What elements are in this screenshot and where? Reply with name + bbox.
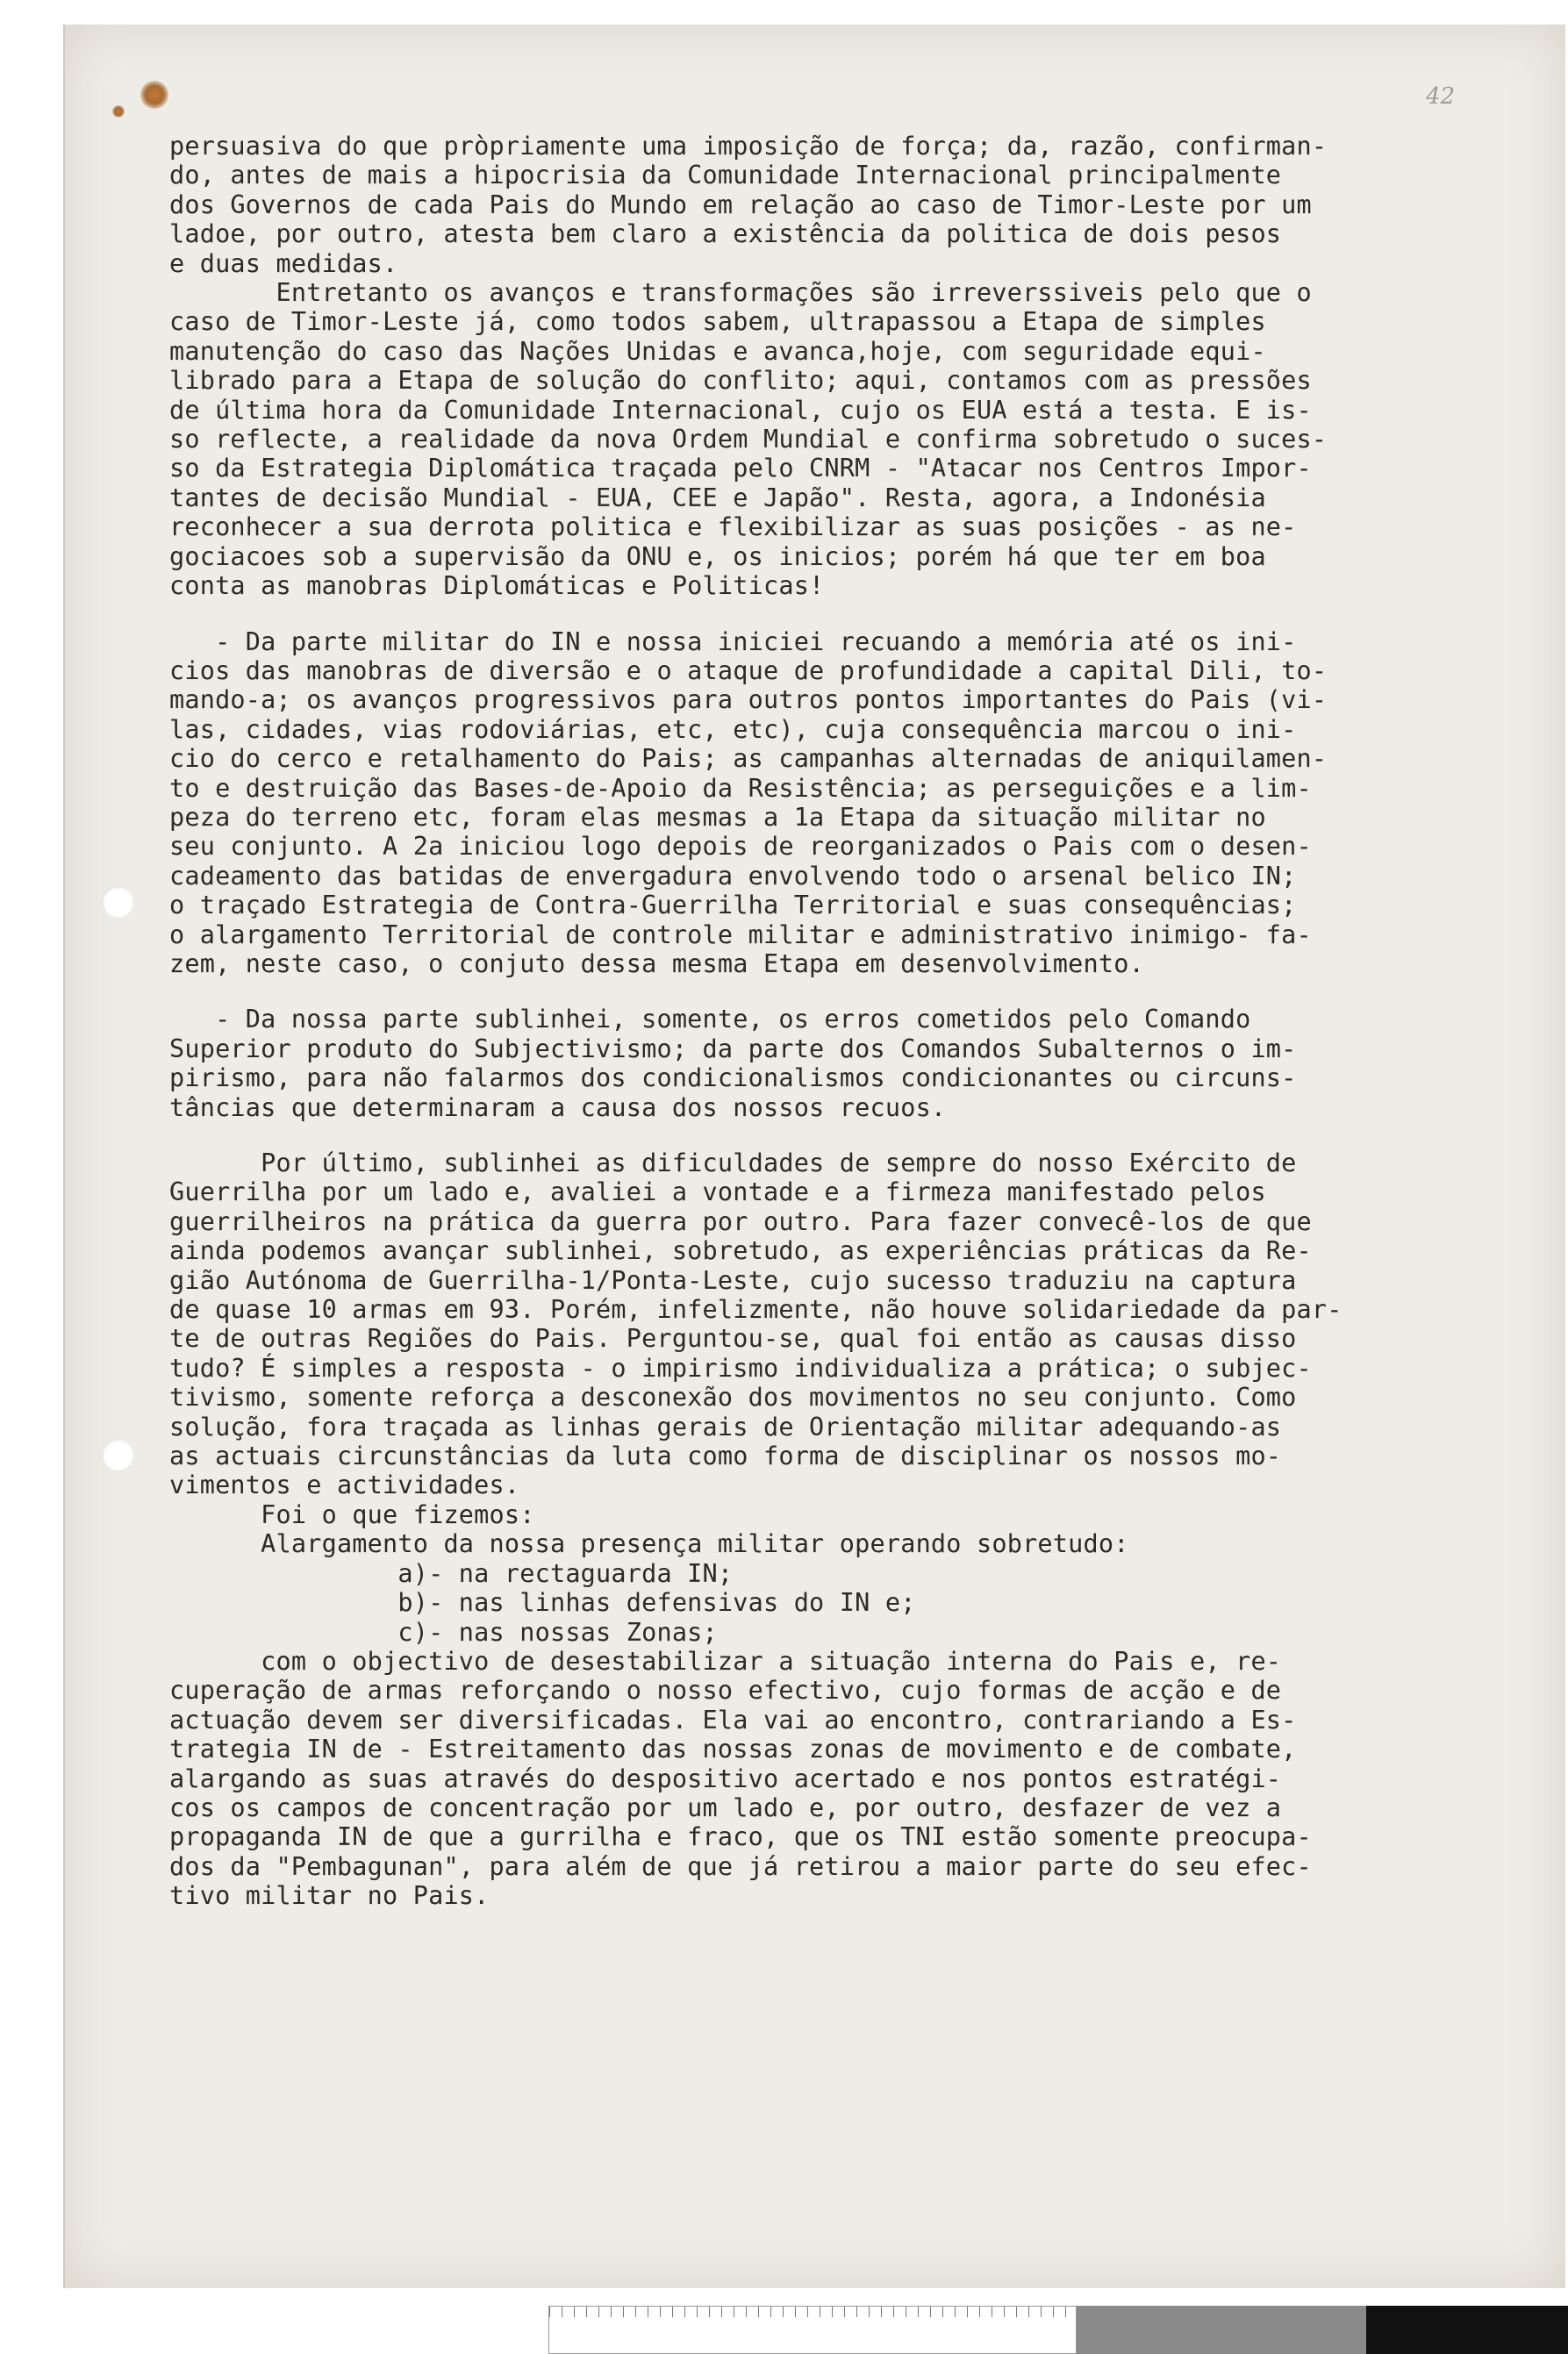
text-line: a)- na rectaguarda IN; (169, 1558, 734, 1588)
punch-hole (102, 886, 133, 918)
text-line: o alargamento Territorial de controle militar e administrativo inimigo- fa- (169, 919, 1312, 949)
text-line: - Da nossa parte sublinhei, somente, os erros cometidos pelo Comando (169, 1005, 1251, 1034)
text-line: mando-a; os avanços progressivos para outros pontos importantes do Pais (vi- (169, 685, 1328, 715)
punch-hole (102, 1439, 133, 1470)
text-line: tivo militar no Pais. (169, 1881, 490, 1911)
text-line: peza do terreno etc, foram elas mesmas a 1a Etapa da situação militar no (169, 802, 1266, 832)
text-line: Guerrilha por um lado e, avaliei a vontade e a firmeza manifestado pelos (169, 1177, 1266, 1207)
text-line: Foi o que fizemos: (169, 1499, 535, 1529)
page-number: 42 (1426, 83, 1456, 110)
ruler-white-segment (548, 2306, 1077, 2354)
text-line: actuação devem ser diversificadas. Ela vai ao encontro, contrariando a Es- (169, 1705, 1297, 1735)
scale-ruler (548, 2306, 1568, 2354)
text-line: de última hora da Comunidade Internacional, cujo os EUA está a testa. E is- (169, 395, 1312, 425)
text-line: cuperação de armas reforçando o nosso efectivo, cujo formas de acção e de (169, 1676, 1282, 1706)
text-line: ainda podemos avançar sublinhei, sobretudo, as experiências práticas da Re- (169, 1236, 1312, 1266)
text-line: gociacoes sob a supervisão da ONU e, os inicios; porém há que ter em boa (169, 541, 1266, 571)
text-line: cos os campos de concentração por um lado e, por outro, desfazer de vez a (169, 1792, 1282, 1822)
text-line: com o objectivo de desestabilizar a situação interna do Pais e, re- (169, 1646, 1282, 1676)
text-line: so reflecte, a realidade da nova Ordem Mundial e confirma sobretudo o suces- (169, 425, 1328, 454)
text-line: tivismo, somente reforça a desconexão dos movimentos no seu conjunto. Como (169, 1383, 1297, 1413)
text-line: propaganda IN de que a gurrilha e fraco, que os TNI estão somente preocupa- (169, 1822, 1312, 1852)
text-line: conta as manobras Diplomáticas e Politicas! (169, 571, 825, 601)
text-line: vimentos e actividades. (169, 1470, 520, 1500)
text-line: so da Estrategia Diplomática traçada pelo CNRM - "Atacar nos Centros Impor- (169, 454, 1312, 483)
ruler-grey-segment (1077, 2306, 1366, 2354)
text-line: as actuais circunstâncias da luta como forma de disciplinar os nossos mo- (169, 1442, 1282, 1471)
text-line: alargando as suas através do despositivo acertado e nos pontos estratégi- (169, 1764, 1282, 1793)
text-line: Alargamento da nossa presença militar operando sobretudo: (169, 1529, 1129, 1559)
text-line: tantes de decisão Mundial - EUA, CEE e Japão". Resta, agora, a Indonésia (169, 483, 1266, 512)
text-line: ladoe, por outro, atesta bem claro a existência da politica de dois pesos (169, 219, 1282, 249)
text-line: Por último, sublinhei as dificuldades de sempre do nosso Exército de (169, 1148, 1297, 1177)
paragraph-gap (169, 1122, 1503, 1148)
text-line: Entretanto os avanços e transformações são irreverssiveis pelo que o (169, 278, 1312, 308)
ruler-black-segment (1366, 2306, 1568, 2354)
text-line: reconhecer a sua derrota politica e flexibilizar as suas posições - as ne- (169, 512, 1297, 542)
text-line: c)- nas nossas Zonas; (169, 1617, 718, 1647)
text-line: dos Governos de cada Pais do Mundo em relação ao caso de Timor-Leste por um (169, 190, 1312, 219)
text-line: librado para a Etapa de solução do conflito; aqui, contamos com as pressões (169, 366, 1312, 396)
text-line: de quase 10 armas em 93. Porém, infelizmente, não houve solidariedade da par- (169, 1295, 1342, 1325)
text-line: to e destruição das Bases-de-Apoio da Resistência; as perseguições e a lim- (169, 773, 1312, 803)
text-line: Superior produto do Subjectivismo; da parte dos Comandos Subalternos o im- (169, 1034, 1297, 1063)
text-line: cadeamento das batidas de envergadura envolvendo todo o arsenal belico IN; (169, 861, 1297, 891)
text-line: o traçado Estrategia de Contra-Guerrilha Territorial e suas consequências; (169, 891, 1297, 920)
rust-stain (140, 81, 168, 109)
text-line: cio do cerco e retalhamento do Pais; as campanhas alternadas de aniquilamen- (169, 744, 1328, 774)
text-line: manutenção do caso das Nações Unidas e avanca,hoje, com seguridade equi- (169, 336, 1266, 366)
text-line: e duas medidas. (169, 248, 398, 278)
rust-stain-small (112, 105, 125, 118)
text-line: caso de Timor-Leste já, como todos sabem, ultrapassou a Etapa de simples (169, 307, 1266, 337)
text-line: persuasiva do que pròpriamente uma imposição de força; da, razão, confirman- (169, 132, 1328, 161)
text-line: pirismo, para não falarmos dos condicionalismos condicionantes ou circuns- (169, 1063, 1297, 1093)
text-line: trategia IN de - Estreitamento das nossas zonas de movimento e de combate, (169, 1735, 1297, 1764)
text-line: dos da "Pembagunan", para além de que já retirou a maior parte do seu efec- (169, 1851, 1312, 1881)
text-line: seu conjunto. A 2a iniciou logo depois de reorganizados o Pais com o desen- (169, 832, 1312, 862)
text-line: do, antes de mais a hipocrisia da Comunidade Internacional principalmente (169, 161, 1282, 190)
paragraph-gap (169, 978, 1503, 1005)
text-line: las, cidades, vias rodoviárias, etc, etc), cuja consequência marcou o ini- (169, 714, 1297, 744)
text-line: - Da parte militar do IN e nossa iniciei recuando a memória até os ini- (169, 626, 1297, 656)
text-line: te de outras Regiões do Pais. Perguntou-se, qual foi então as causas disso (169, 1324, 1297, 1354)
document-body (169, 132, 1503, 1911)
text-line: guerrilheiros na prática da guerra por outro. Para fazer convecê-los de que (169, 1206, 1312, 1236)
text-line: solução, fora traçada as linhas gerais de Orientação militar adequando-as (169, 1412, 1282, 1442)
text-line: gião Autónoma de Guerrilha-1/Ponta-Leste, cujo sucesso traduziu na captura (169, 1265, 1297, 1295)
text-line: b)- nas linhas defensivas do IN e; (169, 1588, 916, 1618)
text-line: cios das manobras de diversão e o ataque de profundidade a capital Dili, to- (169, 655, 1328, 685)
text-line: tudo? É simples a resposta - o impirismo individualiza a prática; o subjec- (169, 1353, 1312, 1383)
paragraph-gap (169, 601, 1503, 627)
text-line: zem, neste caso, o conjuto dessa mesma Etapa em desenvolvimento. (169, 948, 1144, 978)
text-line: tâncias que determinaram a causa dos nossos recuos. (169, 1092, 947, 1122)
